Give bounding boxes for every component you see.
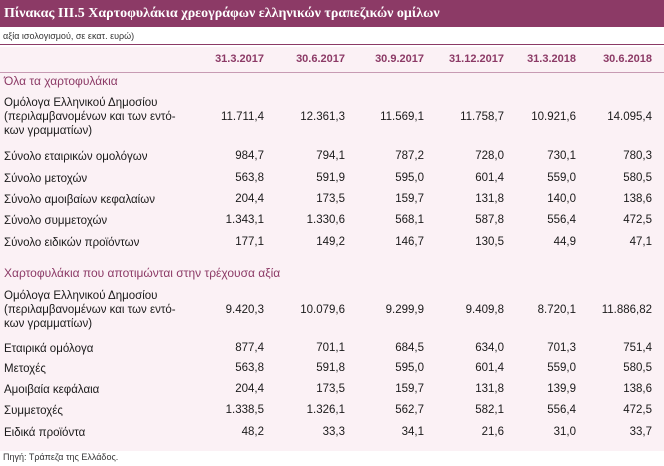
table-cell: 131,8 (475, 193, 504, 205)
table-cell: 601,4 (475, 362, 504, 374)
table-cell: 701,1 (316, 342, 345, 354)
table-cell: 48,2 (241, 426, 264, 438)
table-cell: 1.343,1 (225, 214, 264, 226)
table-cell: 139,9 (547, 383, 576, 395)
table-cell: 1.326,1 (306, 404, 345, 416)
table-cell: 21,6 (481, 426, 504, 438)
row-label (4, 172, 87, 186)
row-label-line: Σύνολο συμμετοχών (4, 215, 108, 227)
row-label-line: Αμοιβαία κεφάλαια (4, 384, 100, 396)
table-cell: 595,0 (395, 362, 424, 374)
table-cell: 173,5 (316, 383, 345, 395)
table-cell: 11.886,82 (601, 304, 652, 316)
table-cell: 11.569,1 (380, 111, 424, 123)
row-label-line: Σύνολο μετοχών (4, 173, 88, 185)
row-label-line: κων γραμματίων) (4, 125, 93, 137)
section-title: Χαρτοφυλάκια που αποτιμώνται στην τρέχουσα αξία (4, 266, 281, 280)
table-cell: 140,0 (547, 193, 576, 205)
table-cell: 580,5 (623, 172, 652, 184)
table-cell: 138,6 (623, 193, 652, 205)
row-label-line: (περιλαμβανομένων και των εντό- (4, 304, 176, 316)
source-note: Πηγή: Τράπεζα της Ελλάδος. (3, 452, 119, 462)
table-cell: 751,4 (623, 342, 652, 354)
row-label-line: Ομόλογα Ελληνικού Δημοσίου (4, 290, 158, 302)
table-cell: 1.338,5 (225, 404, 264, 416)
row-label (4, 342, 93, 356)
table-cell: 780,3 (623, 150, 652, 162)
table-cell: 563,8 (235, 362, 264, 374)
table-cell: 587,8 (475, 214, 504, 226)
table-cell: 33,3 (322, 426, 345, 438)
table-cell: 562,7 (395, 404, 424, 416)
table-cell: 1.330,6 (306, 214, 345, 226)
column-header: 30.6.2017 (296, 53, 345, 65)
row-label-line: Σύνολο εταιρικών ομολόγων (4, 151, 148, 163)
table-cell: 591,8 (316, 362, 345, 374)
units-note: αξία ισολογισμού, σε εκατ. ευρώ) (3, 31, 135, 41)
row-label-line: (περιλαμβανομένων και των εντό- (4, 111, 176, 123)
row-label-line: Ομόλογα Ελληνικού Δημοσίου (4, 97, 158, 109)
table-cell: 14.095,4 (607, 111, 652, 123)
table-cell: 580,5 (623, 362, 652, 374)
table-cell: 204,4 (235, 193, 264, 205)
table-cell: 204,4 (235, 383, 264, 395)
table-cell: 877,4 (235, 342, 264, 354)
table-cell: 701,3 (547, 342, 576, 354)
row-label-line: Συμμετοχές (4, 405, 63, 417)
table-cell: 11.711,4 (220, 111, 264, 123)
row-label (4, 404, 63, 418)
table-cell: 173,5 (316, 193, 345, 205)
row-label-line: Σύνολο αμοιβαίων κεφαλαίων (4, 194, 155, 206)
row-label-line: Εταιρικά ομόλογα (4, 343, 94, 355)
table-cell: 159,7 (395, 193, 424, 205)
row-label-line: Σύνολο ειδικών προϊόντων (4, 237, 140, 249)
row-label (4, 214, 107, 228)
column-header: 31.12.2017 (448, 53, 504, 65)
table-cell: 9.420,3 (225, 304, 264, 316)
table-cell: 559,0 (547, 362, 576, 374)
table-cell: 472,5 (623, 214, 652, 226)
row-label (4, 193, 155, 207)
table-cell: 559,0 (547, 172, 576, 184)
table-cell: 9.409,8 (465, 304, 504, 316)
table-cell: 12.361,3 (300, 111, 345, 123)
header-divider (0, 72, 664, 73)
table-cell: 159,7 (395, 383, 424, 395)
table-cell: 568,1 (395, 214, 424, 226)
table-cell: 8.720,1 (537, 304, 576, 316)
table-cell: 44,9 (553, 236, 576, 248)
table-cell: 556,4 (547, 404, 576, 416)
table-cell: 177,1 (235, 236, 264, 248)
table-cell: 33,7 (629, 426, 652, 438)
table-cell: 556,4 (547, 214, 576, 226)
table-cell: 634,0 (475, 342, 504, 354)
row-label-line: Ειδικά προϊόντα (4, 427, 86, 439)
table-cell: 684,5 (395, 342, 424, 354)
row-label (4, 236, 139, 250)
row-label-line: Μετοχές (4, 363, 46, 375)
row-label (4, 150, 147, 164)
table-cell: 984,7 (235, 150, 264, 162)
table-cell: 10.921,6 (531, 111, 576, 123)
table-cell: 10.079,6 (300, 304, 345, 316)
column-header: 31.3.2017 (215, 53, 264, 65)
row-label (4, 383, 99, 397)
table-cell: 794,1 (316, 150, 345, 162)
table-cell: 591,9 (316, 172, 345, 184)
table-cell: 595,0 (395, 172, 424, 184)
table-cell: 730,1 (547, 150, 576, 162)
table-cell: 728,0 (475, 150, 504, 162)
table-cell: 31,0 (553, 426, 576, 438)
table-cell: 130,5 (475, 236, 504, 248)
table-cell: 11.758,7 (460, 111, 504, 123)
table-cell: 787,2 (395, 150, 424, 162)
table-cell: 472,5 (623, 404, 652, 416)
section-title: Όλα τα χαρτοφυλάκια (4, 74, 118, 88)
row-label (4, 96, 176, 138)
divider (0, 44, 664, 45)
table-cell: 582,1 (475, 404, 504, 416)
column-header: 31.3.2018 (527, 53, 576, 65)
row-label (4, 426, 85, 440)
row-label (4, 362, 46, 376)
table-cell: 138,6 (623, 383, 652, 395)
row-label-line: κων γραμματίων) (4, 318, 93, 330)
column-header-row (0, 53, 664, 69)
table-cell: 149,2 (316, 236, 345, 248)
table-cell: 146,7 (395, 236, 424, 248)
row-label (4, 289, 176, 331)
table-title: Πίνακας ΙΙΙ.5 Χαρτοφυλάκια χρεογράφων ελληνικών τραπεζικών ομίλων (0, 0, 664, 27)
table-cell: 601,4 (475, 172, 504, 184)
table-cell: 9.299,9 (385, 304, 424, 316)
table-cell: 131,8 (475, 383, 504, 395)
column-header: 30.9.2017 (375, 53, 424, 65)
table-cell: 563,8 (235, 172, 264, 184)
table-cell: 34,1 (401, 426, 424, 438)
table-cell: 47,1 (629, 236, 652, 248)
column-header: 30.6.2018 (603, 53, 652, 65)
